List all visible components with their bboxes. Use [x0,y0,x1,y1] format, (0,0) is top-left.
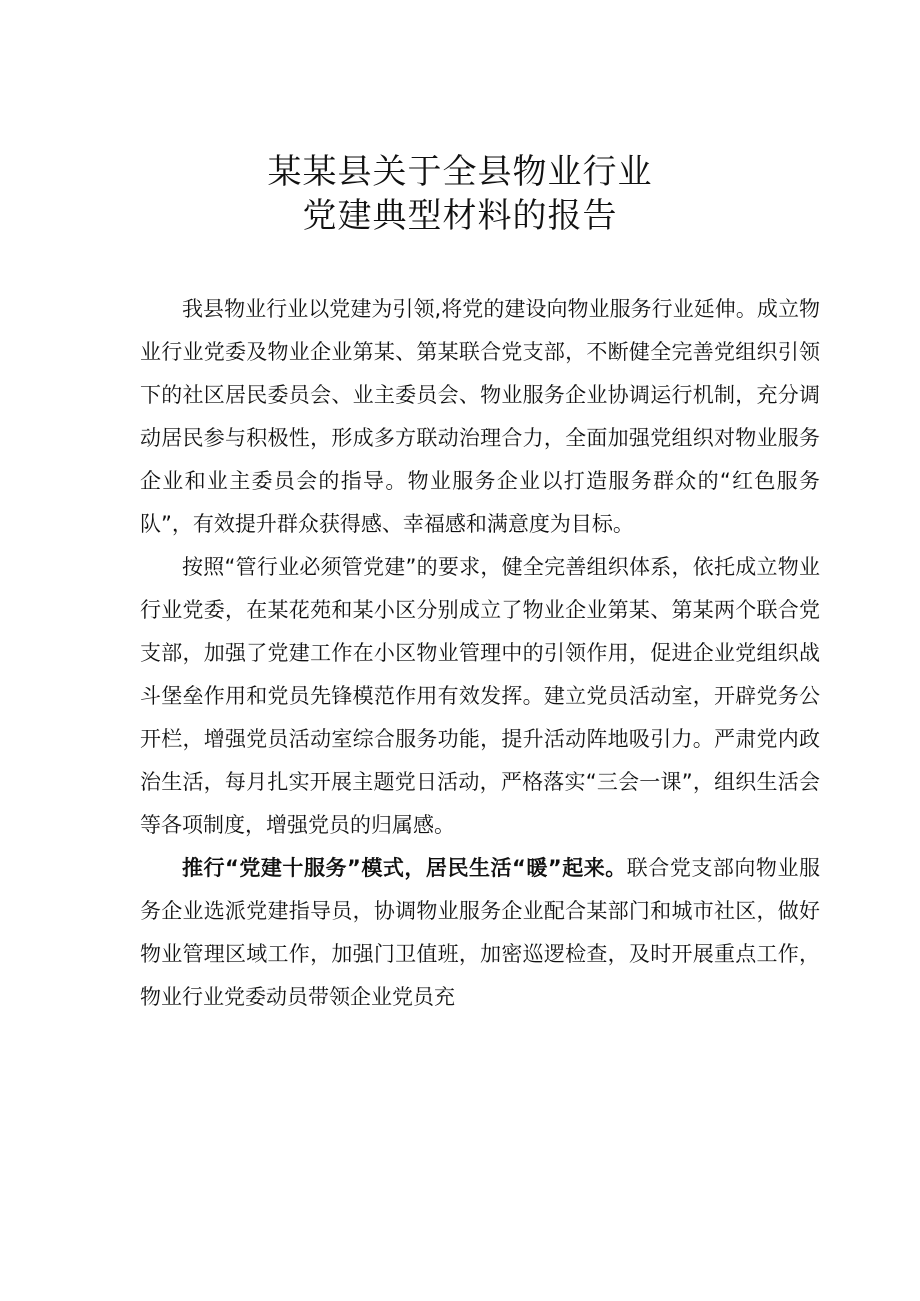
paragraph-1 [140,288,820,546]
document-title [0,150,920,238]
paragraph-3-text: 联合党支部向物业服务企业选派党建指导员，协调物业服务企业配合某部门和城市社区，做好物业管理区域工作，加强门卫值班，加密巡逻检查，及时开展重点工作，物业行业党委动员带领企业党员充 [140,856,820,1009]
paragraph-3 [140,847,820,1019]
paragraph-3-lead: 推行“党建十服务”模式，居民生活“暖”起来。 [182,856,627,880]
title-line-2: 党建典型材料的报告 [302,196,618,236]
paragraph-2 [140,546,820,847]
paragraph-2-text: 按照“管行业必须管党建”的要求，健全完善组织体系，依托成立物业行业党委，在某花苑和某小区分别成立了物业企业第某、第某两个联合党支部，加强了党建工作在小区物业管理中的引领作用，促进企业党组织战斗堡垒作用和党员先锋模范作用有效发挥。建立党员活动室，开辟党务公开栏，增强党员活动室综合服务功能，提升活动阵地吸引力。严肃党内政治生活，每月扎实开展主题党日活动，严格落实“三会一课”，组织生活会等各项制度，增强党员的归属感。 [140,555,820,837]
paragraph-1-text: 我县物业行业以党建为引领,将党的建设向物业服务行业延伸。成立物业行业党委及物业企业第某、第某联合党支部，不断健全完善党组织引领下的社区居民委员会、业主委员会、物业服务企业协调运行机制，充分调动居民参与积极性，形成多方联动治理合力，全面加强党组织对物业服务企业和业主委员会的指导。物业服务企业以打造服务群众的“红色服务队”，有效提升群众获得感、幸福感和满意度为目标。 [140,297,820,536]
document-body [140,288,820,1019]
title-line-1: 某某县关于全县物业行业 [267,152,653,192]
